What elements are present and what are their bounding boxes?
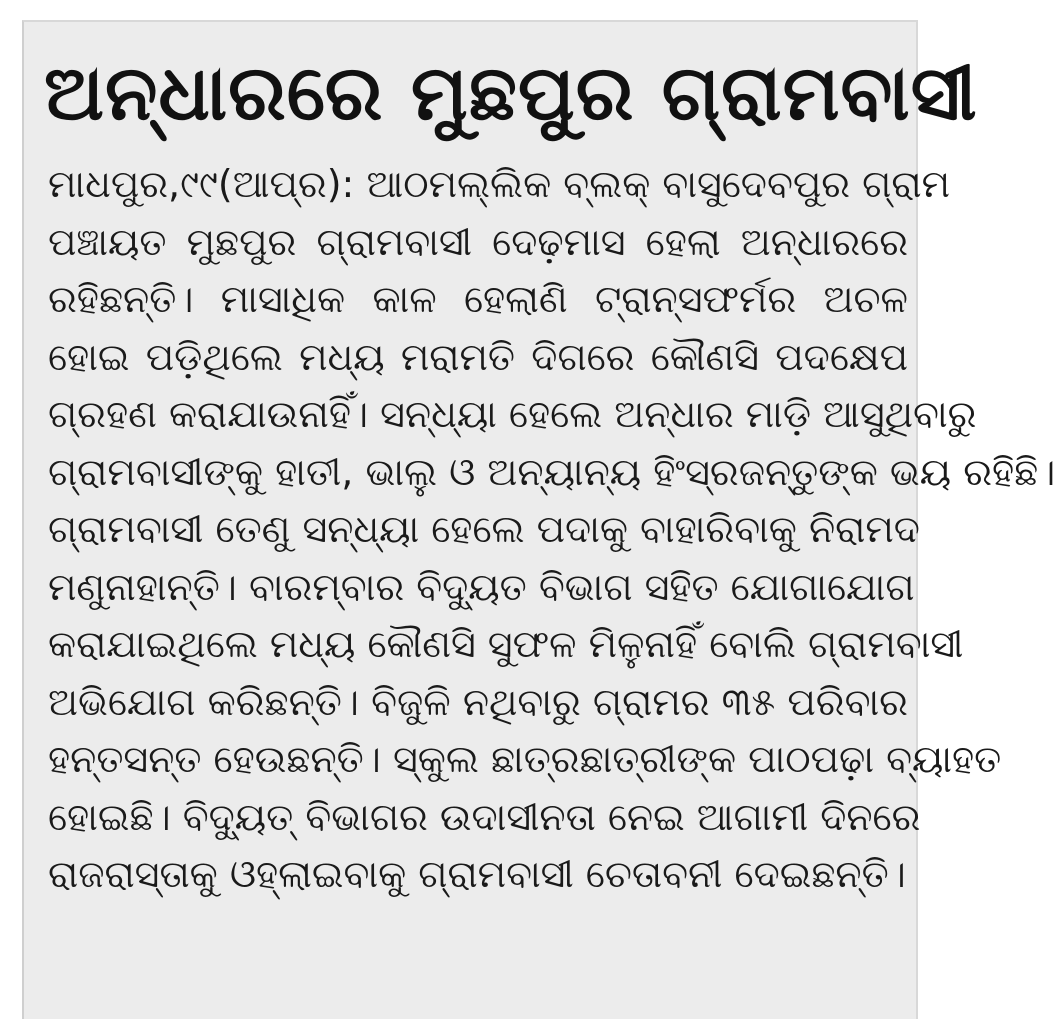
article-line: ଗ୍ରହଣ କରାଯାଉନାହିଁ। ସନ୍ଧ୍ୟା ହେଲେ ଅନ୍ଧାର ମାଡ଼ି ଆସୁଥିବାରୁ (48, 392, 977, 436)
article-line: ଅଭିଯୋଗ କରିଛନ୍ତି। ବିଜୁଳି ନଥିବାରୁ ଗ୍ରାମର ୩୫ ପରିବାର (48, 679, 908, 724)
news-clipping (22, 20, 1055, 1019)
article-line: ରାଜରାସ୍ତାକୁ ଓହ୍ଲାଇବାକୁ ଗ୍ରାମବାସୀ ଚେତାବନୀ ଦେଇଛନ୍ତି। (48, 852, 906, 896)
article-line: ରହିଛନ୍ତି। ମାସାଧିକ କାଳ ହେଲାଣି ଟ୍ରାନ୍ସଫର୍ମର ଅଚଳ (48, 277, 908, 321)
article-line: ପଞ୍ଚାୟତ ମୁଛପୁର ଗ୍ରାମବାସୀ ଦେଢ଼ମାସ ହେଲା ଅନ୍ଧାରରେ (48, 219, 908, 264)
article-line: ଗ୍ରାମବାସୀଙ୍କୁ ହାତୀ, ଭାଲୁ ଓ ଅନ୍ୟାନ୍ୟ ହିଂସ୍ରଜନ୍ତୁଙ୍କ ଭୟ ରହିଛି। (48, 449, 1055, 494)
article-line: ହୋଇ ପଡ଼ିଥିଲେ ମଧ୍ୟ ମରାମତି ଦିଗରେ କୌଣସି ପଦକ୍ଷେପ (48, 334, 908, 379)
article-line: ଗ୍ରାମବାସୀ ତେଣୁ ସନ୍ଧ୍ୟା ହେଲେ ପଦାକୁ ବାହାରିବାକୁ ନିରାମଦ (48, 507, 920, 551)
article-body (48, 156, 1055, 904)
article-line: କରାଯାଇଥିଲେ ମଧ୍ୟ କୌଣସି ସୁଫଳ ମିଳୁନାହିଁ ବୋଲି ଗ୍ରାମବାସୀ (48, 622, 964, 666)
article-line: ମାଧପୁର,୯୯(ଆପ୍ର): ଆଠମଲ୍ଲିକ ବ୍ଲକ୍ ବାସୁଦେବପୁର ଗ୍ରାମ (48, 162, 950, 206)
article-headline: ଅନ୍ଧାରରେ ମୁଛପୁର ଗ୍ରାମବାସୀ (44, 48, 978, 137)
article-line: ହନ୍ତସନ୍ତ ହେଉଛନ୍ତି। ସ୍କୁଲ ଛାତ୍ରଛାତ୍ରୀଙ୍କ ପାଠପଢ଼ା ବ୍ୟାହତ (48, 737, 1002, 781)
article-line: ହୋଇଛି। ବିଦ୍ୟୁତ୍ ବିଭାଗର ଉଦାସୀନତା ନେଇ ଆଗାମୀ ଦିନରେ (48, 794, 921, 839)
article-line: ମଣୁନାହାନ୍ତି। ବାରମ୍ବାର ବିଦ୍ୟୁତ ବିଭାଗ ସହିତ ଯୋଗାଯୋଗ (48, 564, 915, 609)
